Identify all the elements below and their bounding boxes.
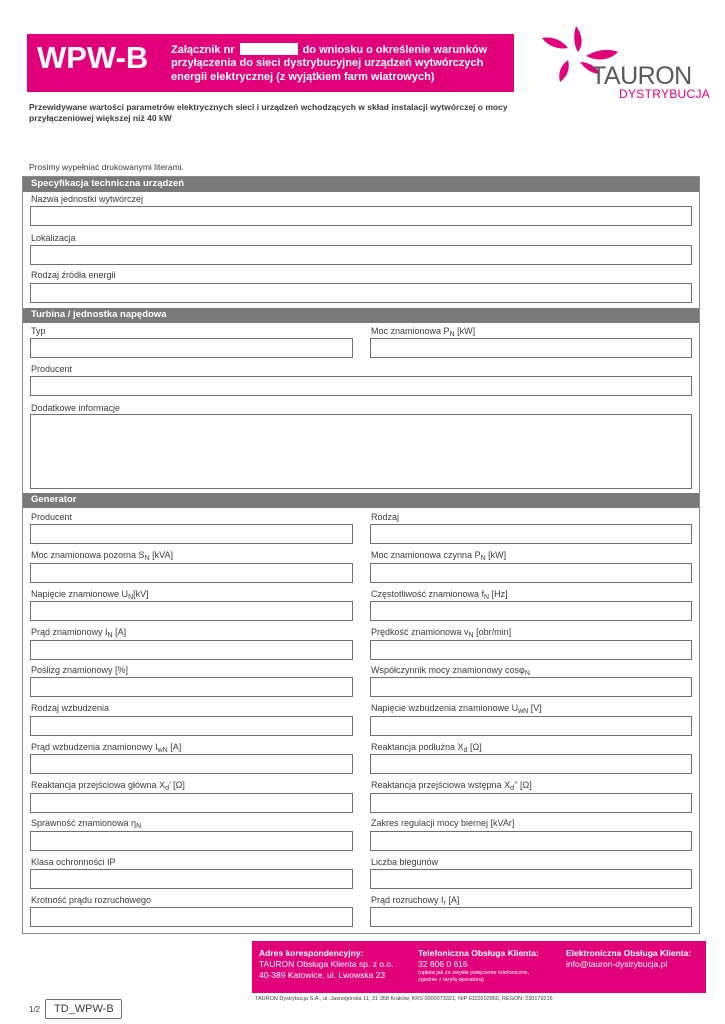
- gen-ip-class-label: Klasa ochronności IP: [31, 857, 116, 867]
- attachment-rest: do wniosku o określenie warunków: [302, 44, 488, 56]
- turbine-power-label: Moc znamionowa $P_N$ [kW]: [371, 326, 476, 338]
- gen-current-field[interactable]: [30, 640, 353, 660]
- gen-slip-label: Poślizg znamionowy [%]: [31, 665, 129, 675]
- turbine-type-field[interactable]: [30, 338, 353, 358]
- header-line-2: przyłączenia do sieci dystrybucyjnej urządzeń wytwórczych: [171, 57, 484, 69]
- gen-xd-field[interactable]: [370, 754, 692, 774]
- section-spec-header: [23, 177, 699, 192]
- turbine-info-field[interactable]: [30, 414, 692, 489]
- gen-exc-voltage-field[interactable]: [370, 716, 692, 736]
- gen-poles-label: Liczba biegunów: [371, 857, 439, 867]
- gen-speed-label: Prędkość znamionowa $v_N$ [obr/min]: [371, 627, 512, 639]
- gen-producer-field[interactable]: [30, 524, 353, 544]
- gen-voltage-label: Napięcie znamionowe $U_N[kV]$: [31, 589, 149, 601]
- gen-frequency-field[interactable]: [370, 601, 692, 621]
- gen-poles-field[interactable]: [370, 869, 692, 889]
- contact-footer: [252, 941, 706, 993]
- footer-email: [566, 948, 691, 970]
- location-label: Lokalizacja: [31, 233, 76, 243]
- gen-start-ratio-label: Krotność prądu rozruchowego: [31, 895, 152, 905]
- gen-ip-class-field[interactable]: [30, 869, 353, 889]
- gen-exc-current-field[interactable]: [30, 754, 353, 774]
- gen-transient-x-label: Reaktancja przejściowa główna $X_d$’ [Ω]: [31, 780, 185, 792]
- gen-kind-label: Rodzaj: [371, 512, 400, 522]
- gen-subtransient-x-field[interactable]: [370, 793, 692, 813]
- turbine-info-label: Dodatkowe informacje: [31, 403, 121, 413]
- location-field[interactable]: [30, 245, 692, 265]
- footer-address-title: Adres korespondencyjny:: [259, 948, 364, 958]
- footer-address: [259, 948, 393, 981]
- gen-exc-voltage-label: Napięcie wzbudzenia znamionowe $U_{wN}$ [V]: [371, 703, 542, 715]
- attachment-label: Załącznik nr: [171, 44, 235, 56]
- section-spec-title: Specyfikacja techniczna urządzeń: [31, 178, 185, 189]
- header-line-3: energii elektrycznej (z wyjątkiem farm wiatrowych): [171, 71, 435, 83]
- energy-source-label: Rodzaj źródła energii: [31, 270, 116, 280]
- unit-name-field[interactable]: [30, 206, 692, 226]
- fill-instruction: Prosimy wypełniać drukowanymi literami.: [29, 162, 184, 172]
- gen-producer-label: Producent: [31, 512, 73, 522]
- document-code: TD_WPW-B: [45, 999, 122, 1019]
- footer-address-line2: 40-389 Katowice, ul. Lwowska 23: [259, 970, 386, 980]
- gen-excitation-label: Rodzaj wzbudzenia: [31, 703, 110, 713]
- footer-phone: [418, 948, 539, 984]
- energy-source-field[interactable]: [30, 283, 692, 303]
- gen-start-ratio-field[interactable]: [30, 907, 353, 927]
- section-generator-header: [23, 493, 699, 508]
- form-code: WPW-B: [37, 40, 149, 75]
- gen-power-factor-field[interactable]: [370, 677, 692, 697]
- gen-exc-current-label: Prąd wzbudzenia znamionowy $I_{wN}$ [A]: [31, 742, 182, 754]
- turbine-type-label: Typ: [31, 326, 46, 336]
- footer-address-line1: TAURON Obsługa Klienta sp. z o.o.: [259, 959, 394, 969]
- footer-phone-note-2: zgodnie z taryfą operatora): [418, 977, 484, 983]
- footer-phone-title: Telefoniczna Obsługa Klienta:: [418, 948, 539, 958]
- logo-subtitle: DYSTRYBUCJA: [619, 87, 711, 101]
- gen-reactive-range-label: Zakres regulacji mocy biernej [kVAr]: [371, 818, 515, 828]
- page-number: 1/2: [29, 1005, 41, 1014]
- form-subtitle: Przewidywane wartości parametrów elektrycznych sieci i urządzeń wchodzących w skład instalacji wytwórczej o mocy przyłączeniowej większej niż 40 kW: [29, 102, 508, 123]
- footer-email-address[interactable]: info@tauron-dystrybucja.pl: [566, 959, 668, 969]
- gen-efficiency-field[interactable]: [30, 831, 353, 851]
- footer-phone-note-1: (opłata jak za zwykłe połączenie telefoniczne,: [418, 970, 529, 976]
- legal-info: TAURON Dystrybucja S.A., ul. Jasnogórska 11, 31-358 Kraków, KRS 0000073321, NIP 6110202860, REGON: 230179216: [255, 996, 553, 1002]
- turbine-producer-label: Producent: [31, 364, 73, 374]
- gen-efficiency-label: Sprawność znamionowa $\eta_N$: [31, 818, 142, 830]
- gen-power-factor-label: Współczynnik mocy znamionowy cosφ$_N$: [371, 665, 530, 677]
- turbine-producer-field[interactable]: [30, 376, 692, 396]
- unit-name-label: Nazwa jednostki wytwórczej: [31, 194, 144, 204]
- turbine-power-field[interactable]: [370, 338, 692, 358]
- gen-xd-label: Reaktancja podłużna $X_d$ [Ω]: [371, 742, 482, 754]
- gen-transient-x-field[interactable]: [30, 793, 353, 813]
- gen-active-power-field[interactable]: [370, 563, 692, 583]
- gen-active-power-label: Moc znamionowa czynna $P_N$ [kW]: [371, 550, 507, 562]
- gen-frequency-label: Częstotliwość znamionowa $f_N$ [Hz]: [371, 589, 508, 601]
- header-banner: [27, 34, 514, 92]
- section-turbine-header: [23, 308, 699, 323]
- section-generator-title: Generator: [31, 494, 77, 505]
- gen-start-current-label: Prąd rozruchowy $I_r$ [A]: [371, 895, 460, 907]
- gen-speed-field[interactable]: [370, 640, 692, 660]
- footer-email-title: Elektroniczna Obsługa Klienta:: [566, 948, 692, 958]
- gen-reactive-range-field[interactable]: [370, 831, 692, 851]
- gen-subtransient-x-label: Reaktancja przejściowa wstępna $X_d$’’ [Ω]: [371, 780, 532, 792]
- gen-start-current-field[interactable]: [370, 907, 692, 927]
- gen-voltage-field[interactable]: [30, 601, 353, 621]
- gen-slip-field[interactable]: [30, 677, 353, 697]
- gen-current-label: Prąd znamionowy $I_N$ [A]: [31, 627, 127, 639]
- gen-apparent-power-label: Moc znamionowa pozorna $S_N$ [kVA]: [31, 550, 173, 562]
- logo-name: TAURON: [591, 62, 692, 90]
- header-line-1: [171, 43, 487, 56]
- gen-excitation-field[interactable]: [30, 716, 353, 736]
- footer-phone-number[interactable]: 32 606 0 616: [418, 959, 468, 969]
- section-turbine-title: Turbina / jednostka napędowa: [31, 309, 167, 320]
- gen-apparent-power-field[interactable]: [30, 563, 353, 583]
- gen-kind-field[interactable]: [370, 524, 692, 544]
- attachment-number-field[interactable]: [240, 43, 298, 55]
